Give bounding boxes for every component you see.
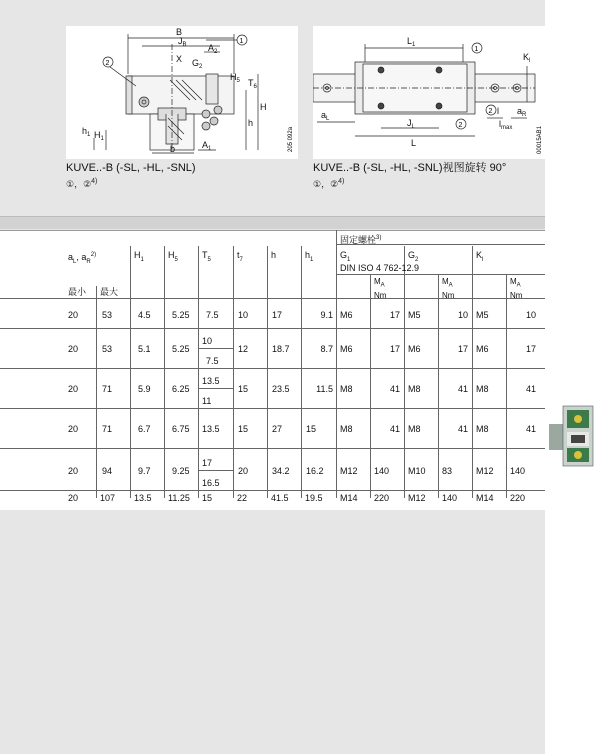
header-MA-G1: $M_A$ Nm bbox=[374, 277, 387, 300]
cell-MA-G1: 41 bbox=[389, 424, 400, 434]
dim-l: l bbox=[497, 106, 499, 116]
header-G1: $G_1$ bbox=[340, 250, 351, 263]
cell-K1: M6 bbox=[476, 344, 489, 354]
cell-MA-G2: 10 bbox=[457, 310, 468, 320]
cell-G1: M6 bbox=[340, 310, 353, 320]
cell-h: 17 bbox=[272, 310, 283, 320]
cell-H1: 5.1 bbox=[138, 344, 151, 354]
dim-A1: $A_1$ bbox=[202, 140, 212, 152]
caption-right: KUVE..-B (-SL, -HL, -SNL)视图旋转 90° bbox=[313, 162, 507, 174]
header-aL-aR: $a_L$, $a_R^{2)}$ bbox=[68, 252, 97, 265]
cell-H1: 13.5 bbox=[134, 493, 152, 503]
dim-T6: $T_6$ bbox=[248, 78, 257, 90]
cell-H5: 5.25 bbox=[172, 344, 190, 354]
cell-t7: 22 bbox=[237, 493, 248, 503]
cell-h1: 9.1 bbox=[320, 310, 333, 320]
cell-h: 23.5 bbox=[272, 384, 290, 394]
cell-K1: M5 bbox=[476, 310, 489, 320]
cell-h1: 19.5 bbox=[305, 493, 323, 503]
cell-G2: M8 bbox=[408, 384, 421, 394]
cell-H5: 6.75 bbox=[172, 424, 190, 434]
cell-h1: 11.5 bbox=[316, 384, 333, 394]
header-min: 最小 bbox=[68, 287, 87, 297]
drawing-code-left: 205 092a bbox=[288, 126, 294, 152]
cell-h: 18.7 bbox=[272, 344, 290, 354]
header-MA-G2: $M_A$ Nm bbox=[442, 277, 455, 300]
dim-H: H bbox=[260, 102, 267, 112]
callout-1-left: 1 bbox=[239, 38, 244, 45]
cell-a-max: 53 bbox=[102, 344, 113, 354]
cell-H5: 6.25 bbox=[172, 384, 190, 394]
dim-h: h bbox=[248, 118, 254, 128]
cell-t7: 10 bbox=[238, 310, 249, 320]
cell-MA-K1: 41 bbox=[525, 424, 536, 434]
cell-MA-G1: 41 bbox=[389, 384, 400, 394]
cell-G2: M8 bbox=[408, 424, 421, 434]
cell-t7: 20 bbox=[238, 466, 249, 476]
cell-MA-G2: 17 bbox=[457, 344, 468, 354]
cell-T5-upper: 17 bbox=[202, 458, 213, 468]
header-h1: $h_1$ bbox=[305, 250, 314, 263]
dimension-table bbox=[0, 230, 545, 510]
cell-T5: 15 bbox=[202, 493, 213, 503]
header-din-iso: DIN ISO 4 762-12.9 bbox=[340, 263, 420, 273]
cell-G2: M6 bbox=[408, 344, 421, 354]
cell-MA-G1: 220 bbox=[374, 493, 390, 503]
cell-G2: M5 bbox=[408, 310, 421, 320]
callout-2-left: 2 bbox=[105, 60, 110, 67]
cell-H5: 9.25 bbox=[172, 466, 190, 476]
dim-b: b bbox=[170, 144, 176, 154]
cell-MA-G2: 83 bbox=[442, 466, 453, 476]
cell-MA-G1: 140 bbox=[374, 466, 390, 476]
cell-a-min: 20 bbox=[68, 466, 79, 476]
header-h: h bbox=[271, 250, 277, 260]
cell-H1: 4.5 bbox=[138, 310, 151, 320]
cell-H5: 5.25 bbox=[172, 310, 190, 320]
dim-L1: $L_1$ bbox=[407, 36, 416, 48]
callout-2-right-bottom: 2 bbox=[458, 122, 463, 129]
header-MA-K1: $M_A$ Nm bbox=[510, 277, 523, 300]
cell-T5: 13.5 bbox=[202, 424, 220, 434]
dim-B: B bbox=[176, 27, 183, 37]
dim-lmax: $l_{max}$ bbox=[499, 119, 513, 131]
cell-K1: M12 bbox=[476, 466, 494, 476]
dim-aR: $a_R$ bbox=[517, 106, 527, 118]
header-T5: $T_5$ bbox=[202, 250, 211, 263]
chapter-thumbnail-svg bbox=[549, 402, 596, 470]
header-max: 最大 bbox=[100, 287, 119, 297]
cell-G1: M14 bbox=[340, 493, 358, 503]
cell-a-max: 107 bbox=[100, 493, 116, 503]
header-H5: $H_5$ bbox=[168, 250, 178, 263]
cell-a-max: 53 bbox=[102, 310, 113, 320]
cell-a-min: 20 bbox=[68, 384, 79, 394]
dim-JB: $J_B$ bbox=[178, 36, 187, 48]
legend-left: ①，②$^{4)}$ bbox=[66, 178, 98, 189]
cell-MA-G1: 17 bbox=[389, 344, 400, 354]
cell-T5: 7.5 bbox=[206, 310, 219, 320]
dim-H5: $H_5$ bbox=[230, 72, 240, 84]
cell-T5-lower: 16.5 bbox=[202, 478, 220, 488]
dim-aL: $a_L$ bbox=[321, 110, 330, 122]
cell-a-max: 94 bbox=[102, 466, 113, 476]
cell-MA-K1: 17 bbox=[525, 344, 536, 354]
cell-G1: M8 bbox=[340, 424, 353, 434]
cell-H1: 5.9 bbox=[138, 384, 151, 394]
dim-A2: $A_2$ bbox=[208, 43, 218, 55]
caption-left: KUVE..-B (-SL, -HL, -SNL) bbox=[66, 162, 196, 174]
chapter-thumbnail-image bbox=[549, 402, 596, 470]
callout-2-right-rail: 2 bbox=[488, 108, 493, 115]
cell-K1: M8 bbox=[476, 384, 489, 394]
legend-right: ①，②$^{4)}$ bbox=[313, 178, 345, 189]
header-G2: $G_2$ bbox=[408, 250, 419, 263]
dim-JL: $J_L$ bbox=[407, 118, 415, 130]
cell-G2: M12 bbox=[408, 493, 426, 503]
dim-Kl: $K_l$ bbox=[523, 52, 531, 64]
cell-a-min: 20 bbox=[68, 344, 79, 354]
cell-H1: 6.7 bbox=[138, 424, 151, 434]
cell-t7: 12 bbox=[238, 344, 249, 354]
side-view-svg bbox=[313, 26, 545, 159]
cell-MA-G1: 17 bbox=[389, 310, 400, 320]
cross-section-drawing bbox=[66, 26, 298, 159]
dim-L: L bbox=[411, 138, 417, 148]
cell-G1: M8 bbox=[340, 384, 353, 394]
cell-MA-G2: 41 bbox=[457, 384, 468, 394]
cell-MA-G2: 41 bbox=[457, 424, 468, 434]
callout-1-right: 1 bbox=[474, 46, 479, 53]
dim-G2: $G_2$ bbox=[192, 58, 203, 70]
cell-T5-upper: 10 bbox=[202, 336, 213, 346]
cell-t7: 15 bbox=[238, 384, 249, 394]
cell-T5-lower: 7.5 bbox=[206, 356, 219, 366]
cell-MA-G2: 140 bbox=[442, 493, 458, 503]
cell-MA-K1: 41 bbox=[525, 384, 536, 394]
cell-MA-K1: 10 bbox=[525, 310, 536, 320]
dim-H1: $H_1$ bbox=[94, 130, 104, 142]
side-view-drawing bbox=[313, 26, 545, 159]
table-title-band bbox=[0, 216, 545, 229]
dim-X: X bbox=[176, 54, 183, 64]
cell-h: 41.5 bbox=[271, 493, 289, 503]
header-fixing-screws: 固定螺栓$^{3)}$ bbox=[340, 235, 382, 245]
cell-h1: 8.7 bbox=[320, 344, 333, 354]
header-H1: $H_1$ bbox=[134, 250, 144, 263]
header-t7: $t_7$ bbox=[237, 250, 243, 263]
header-K1: $K_l$ bbox=[476, 250, 484, 263]
cell-H1: 9.7 bbox=[138, 466, 151, 476]
cell-h1: 15 bbox=[306, 424, 317, 434]
cell-T5-lower: 11 bbox=[202, 396, 212, 406]
cell-MA-K1: 140 bbox=[510, 466, 526, 476]
cell-MA-K1: 220 bbox=[510, 493, 526, 503]
cell-a-min: 20 bbox=[68, 424, 79, 434]
dim-h1: $h_1$ bbox=[82, 126, 91, 138]
cell-a-max: 71 bbox=[102, 424, 113, 434]
cross-section-svg bbox=[66, 26, 298, 159]
cell-T5-upper: 13.5 bbox=[202, 376, 220, 386]
cell-G1: M6 bbox=[340, 344, 353, 354]
cell-t7: 15 bbox=[238, 424, 249, 434]
cell-a-min: 20 bbox=[68, 310, 79, 320]
cell-K1: M14 bbox=[476, 493, 494, 503]
cell-h: 34.2 bbox=[272, 466, 290, 476]
cell-h: 27 bbox=[272, 424, 283, 434]
cell-a-max: 71 bbox=[102, 384, 113, 394]
cell-h1: 16.2 bbox=[306, 466, 324, 476]
cell-K1: M8 bbox=[476, 424, 489, 434]
cell-G1: M12 bbox=[340, 466, 358, 476]
cell-a-min: 20 bbox=[68, 493, 79, 503]
cell-G2: M10 bbox=[408, 466, 426, 476]
drawing-code-right: 00015AB1 bbox=[537, 125, 543, 154]
cell-H5: 11.25 bbox=[168, 493, 190, 503]
